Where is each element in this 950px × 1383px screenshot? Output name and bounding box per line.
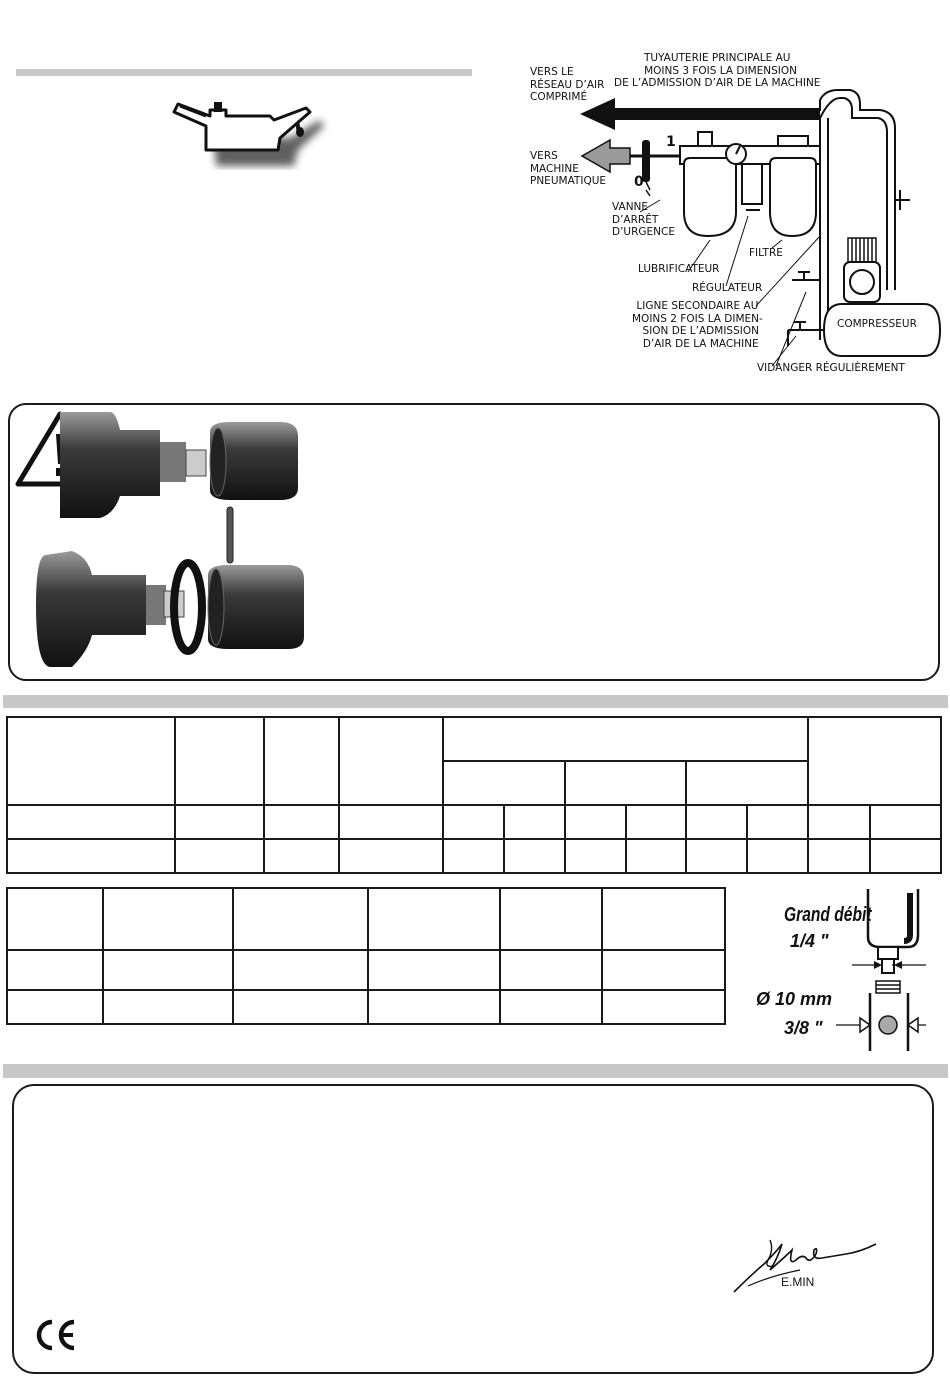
label-main-pipe: TUYAUTERIE PRINCIPALE AU MOINS 3 FOIS LA DIMENSION DE L’ADMISSION D’AIR DE LA MACHINE — [614, 52, 821, 89]
section-header-bar-specs — [3, 695, 948, 708]
spec1-subheader-cell — [443, 761, 565, 805]
spec1-header-cell — [808, 717, 941, 805]
spec2-header-cell — [103, 888, 234, 950]
high-flow-label: Grand débit — [784, 904, 872, 926]
label-lubricator: LUBRIFICATEUR — [638, 263, 720, 275]
impact-socket-o-ring-illustration — [36, 545, 312, 671]
section-header-bar-declaration — [3, 1064, 948, 1078]
spec1-header-cell — [7, 717, 175, 805]
spec2-header-cell — [500, 888, 603, 950]
label-compressor: COMPRESSEUR — [837, 318, 917, 330]
spec-table-1 — [6, 716, 942, 874]
spec1-header-cell — [264, 717, 339, 805]
label-to-pneumatic-machine: VERS MACHINE PNEUMATIQUE — [530, 150, 607, 187]
hose-size-label: 3/8 " — [784, 1018, 823, 1038]
impact-socket-retaining-pin-illustration — [60, 412, 310, 520]
spec1-subheader-cell — [686, 761, 808, 805]
label-secondary-line: LIGNE SECONDAIRE AU MOINS 2 FOIS LA DIMEN- SION DE L’ADMISSION D’AIR DE LA MACHINE — [632, 300, 763, 350]
spec2-header-cell — [368, 888, 500, 950]
label-emergency-valve: VANNE D’ARRÊT D’URGENCE — [612, 201, 675, 238]
spec1-subheader-cell — [565, 761, 687, 805]
spec1-header-cell — [339, 717, 443, 805]
spec1-header-cell — [175, 717, 265, 805]
label-to-air-network: VERS LE RÉSEAU D’AIR COMPRIMÉ — [530, 66, 605, 103]
label-regulator: RÉGULATEUR — [692, 282, 763, 294]
valve-position-closed: 0 — [634, 174, 644, 190]
table-row — [7, 990, 725, 1024]
spec-table-2 — [6, 887, 726, 1025]
hose-diameter-label: Ø 10 mm — [756, 989, 833, 1009]
section-header-bar-top — [16, 69, 472, 76]
table-row — [7, 950, 725, 990]
oil-can-icon — [170, 98, 330, 170]
spec1-header-group — [443, 717, 808, 761]
label-filter: FILTRE — [749, 247, 783, 259]
spec2-header-cell — [7, 888, 103, 950]
table-row — [7, 839, 941, 873]
high-flow-size: 1/4 " — [790, 931, 829, 951]
label-drain-regularly: VIDANGER RÉGULIÈREMENT — [757, 362, 905, 374]
spec2-header-cell — [602, 888, 725, 950]
table-row — [7, 805, 941, 839]
signer-name: E.MIN — [781, 1275, 815, 1289]
spec2-header-cell — [233, 888, 368, 950]
valve-position-open: 1 — [666, 134, 676, 150]
declaration-panel — [12, 1084, 934, 1374]
ce-mark-logo — [34, 1319, 78, 1351]
